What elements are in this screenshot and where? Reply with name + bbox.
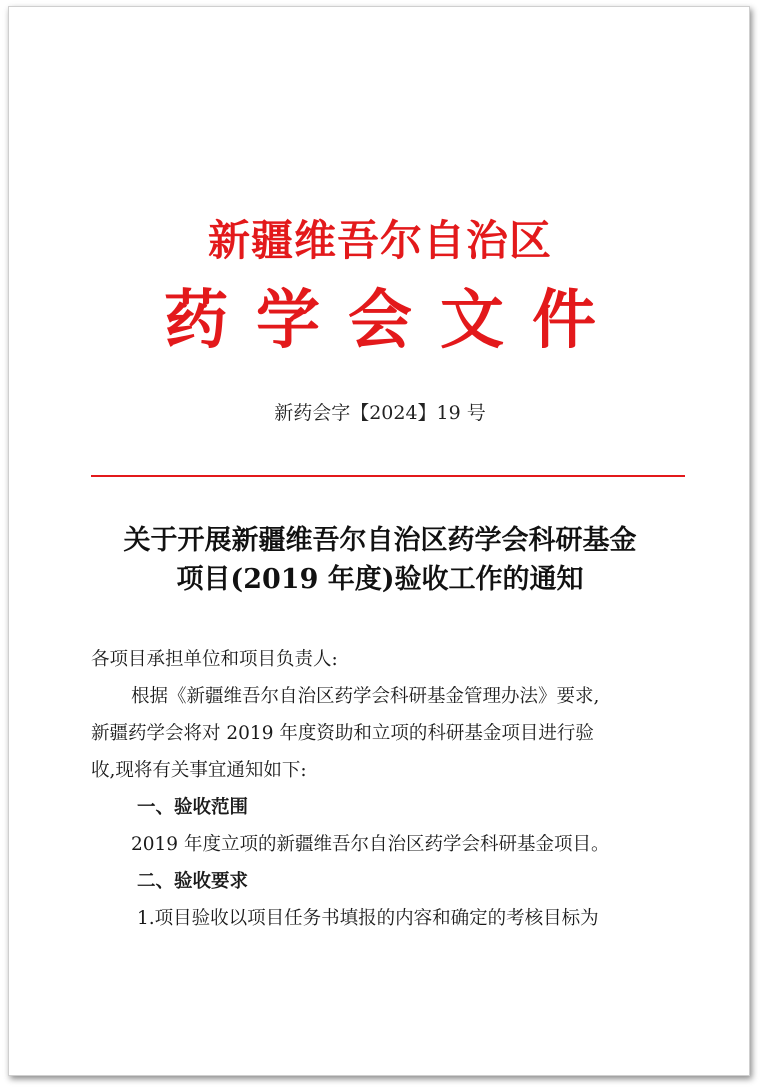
paragraph-1-line-3: 收,现将有关事宜通知如下: bbox=[91, 760, 307, 781]
section-1-text: 2019 年度立项的新疆维吾尔自治区药学会科研基金项目。 bbox=[131, 834, 610, 855]
section-2-heading: 二、验收要求 bbox=[137, 871, 249, 892]
paragraph-1-line-2: 新疆药学会将对 2019 年度资助和立项的科研基金项目进行验 bbox=[91, 723, 594, 744]
issuer-name: 新疆维吾尔自治区 bbox=[207, 216, 552, 265]
notice-title-line-1: 关于开展新疆维吾尔自治区药学会科研基金 bbox=[123, 525, 637, 556]
paragraph-1-line-1: 根据《新疆维吾尔自治区药学会科研基金管理办法》要求, bbox=[131, 686, 600, 707]
notice-title bbox=[49, 521, 711, 599]
document-number: 新药会字【2024】19 号 bbox=[274, 402, 486, 424]
red-divider-line bbox=[91, 475, 685, 477]
document-type-heading: 药学会文件 bbox=[164, 283, 624, 358]
section-1-heading: 一、验收范围 bbox=[137, 797, 249, 818]
salutation: 各项目承担单位和项目负责人: bbox=[91, 649, 338, 670]
document-page bbox=[8, 6, 750, 1076]
section-2-item-1: 1.项目验收以项目任务书填报的内容和确定的考核目标为 bbox=[137, 908, 599, 929]
notice-title-line-2: 项目(2019 年度)验收工作的通知 bbox=[176, 564, 584, 595]
notice-body bbox=[91, 641, 691, 937]
